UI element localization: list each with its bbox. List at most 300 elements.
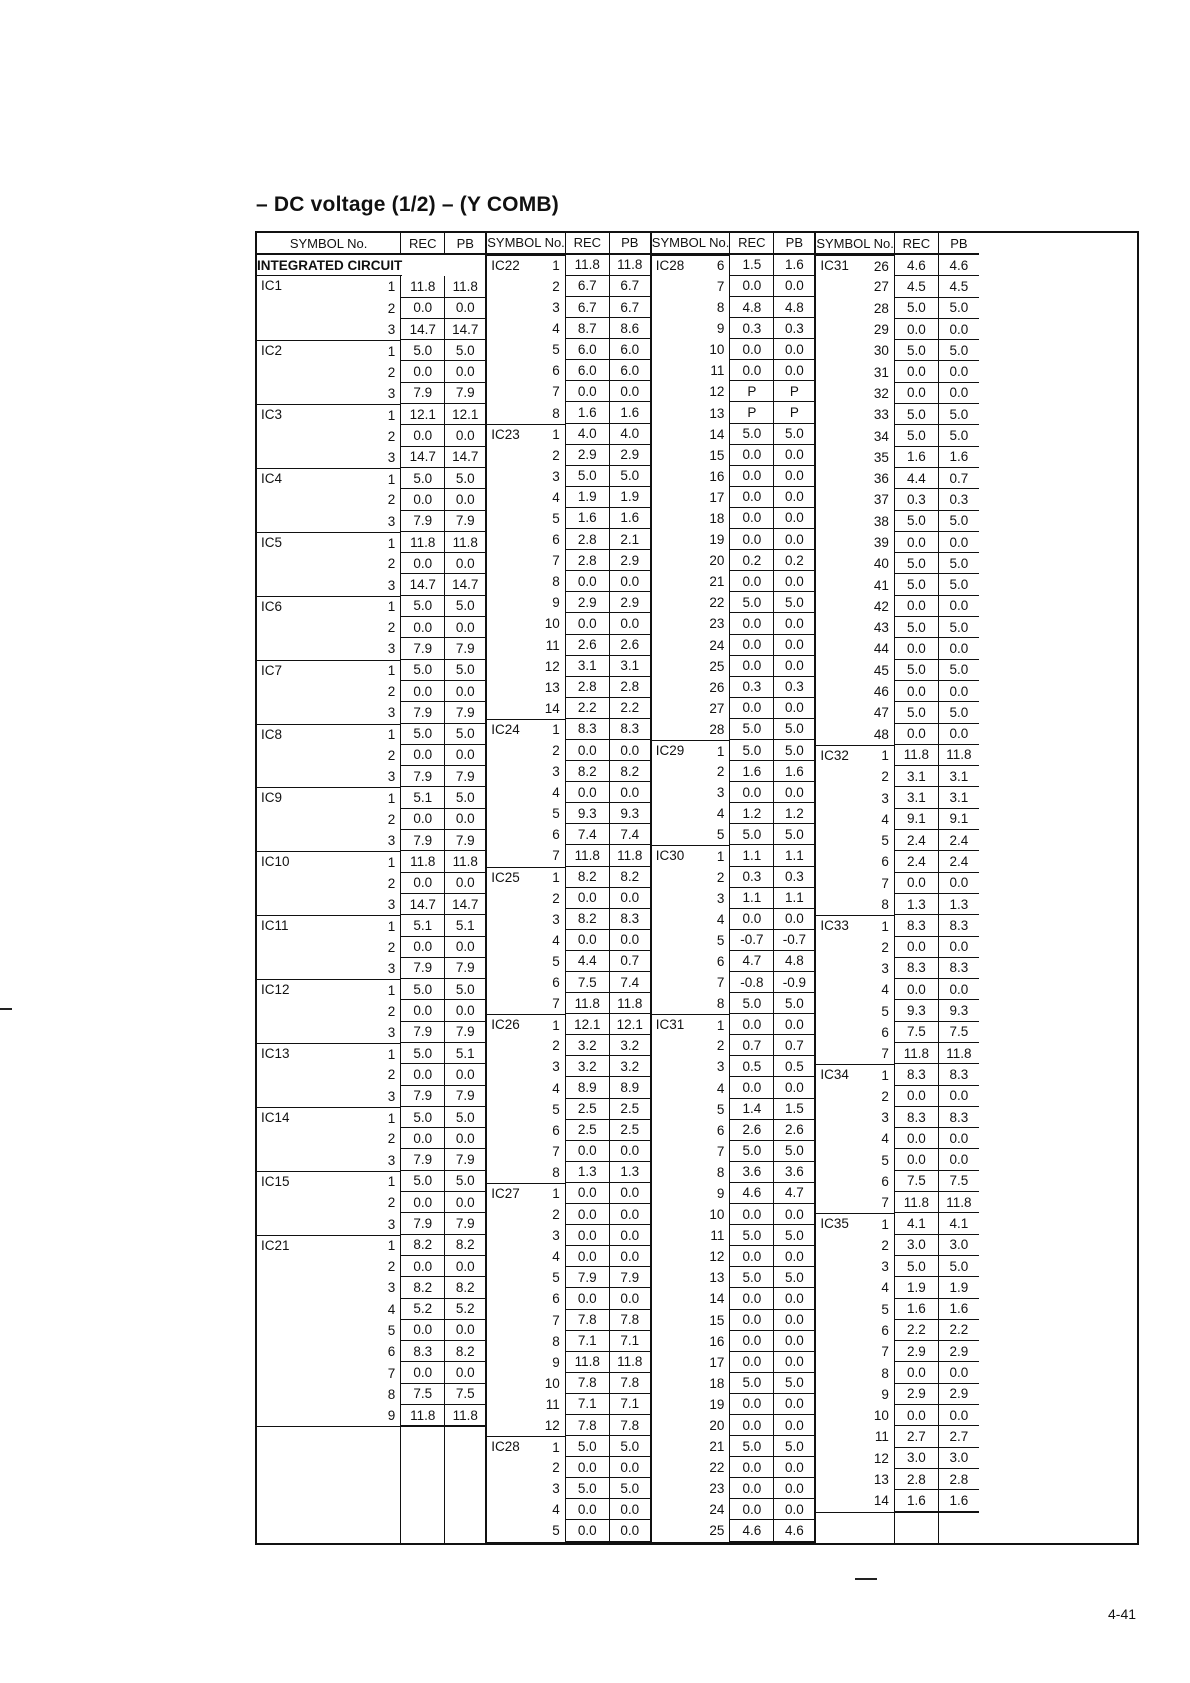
pb-value: 1.5 bbox=[773, 1099, 814, 1120]
pin-number: 8 bbox=[716, 300, 725, 316]
pin-number: 6 bbox=[881, 1024, 889, 1040]
rec-value: 11.8 bbox=[894, 1192, 938, 1213]
pin-number: 21 bbox=[709, 574, 725, 590]
rec-value: 0.5 bbox=[729, 1056, 773, 1077]
pb-value: 7.8 bbox=[609, 1310, 650, 1331]
pin-number: 6 bbox=[881, 1322, 889, 1338]
table-row bbox=[652, 508, 815, 529]
pin-number: 11 bbox=[545, 1396, 560, 1412]
table-row bbox=[487, 339, 650, 360]
table-row bbox=[257, 489, 485, 510]
pb-value: -0.9 bbox=[773, 972, 814, 993]
pb-value: 11.8 bbox=[609, 255, 650, 276]
pb-value: 0.0 bbox=[938, 979, 979, 1000]
rec-value: 5.2 bbox=[400, 1299, 444, 1320]
rec-value: 0.0 bbox=[729, 339, 773, 360]
pb-value: 0.7 bbox=[609, 951, 650, 972]
pb-value: 3.1 bbox=[609, 656, 650, 677]
symbol-cell bbox=[652, 255, 730, 276]
pin-number: 10 bbox=[709, 1207, 725, 1223]
table-row bbox=[816, 404, 979, 425]
symbol-cell bbox=[257, 361, 400, 382]
symbol-cell bbox=[652, 909, 730, 930]
pb-value: 4.8 bbox=[773, 297, 814, 318]
pin-number: 24 bbox=[709, 637, 725, 653]
rec-value: P bbox=[729, 381, 773, 402]
symbol-cell bbox=[487, 635, 565, 656]
pb-value: 5.0 bbox=[444, 1171, 485, 1192]
pb-value: 0.0 bbox=[938, 1128, 979, 1149]
pin-number: 1 bbox=[387, 663, 396, 679]
symbol-cell bbox=[816, 276, 894, 297]
rec-value: 11.8 bbox=[400, 532, 444, 553]
pb-value: 0.0 bbox=[609, 930, 650, 951]
pin-number: 3 bbox=[881, 960, 889, 976]
rec-value: 4.1 bbox=[894, 1213, 938, 1234]
pin-number: 2 bbox=[387, 556, 396, 572]
symbol-cell bbox=[487, 1225, 565, 1246]
pin-number: 6 bbox=[552, 975, 560, 991]
rec-value: 14.7 bbox=[400, 894, 444, 915]
table-row bbox=[487, 824, 650, 845]
pb-value: 7.9 bbox=[444, 1213, 485, 1234]
pin-number: 6 bbox=[552, 532, 560, 548]
table-row bbox=[652, 1373, 815, 1394]
pin-number: 3 bbox=[387, 960, 396, 976]
pin-number: 19 bbox=[709, 532, 725, 548]
pb-value: 0.0 bbox=[938, 638, 979, 659]
rec-value: 7.9 bbox=[400, 1086, 444, 1107]
table-row bbox=[652, 402, 815, 423]
symbol-cell bbox=[652, 1352, 730, 1373]
ic-symbol: IC29 bbox=[655, 742, 685, 758]
rec-value: 0.0 bbox=[894, 1362, 938, 1383]
rec-value: 0.0 bbox=[565, 740, 609, 761]
rec-value: 1.5 bbox=[729, 255, 773, 276]
pin-number: 4 bbox=[716, 806, 725, 822]
pb-value: 0.0 bbox=[938, 1086, 979, 1107]
symbol-cell bbox=[487, 1520, 565, 1541]
rec-value: 9.1 bbox=[894, 809, 938, 830]
rec-value: 0.0 bbox=[894, 532, 938, 553]
table-row bbox=[652, 1035, 815, 1056]
rec-value: 0.0 bbox=[400, 361, 444, 382]
pin-number: 4 bbox=[552, 321, 560, 337]
pb-value: 9.1 bbox=[938, 809, 979, 830]
rec-value: 1.9 bbox=[894, 1277, 938, 1298]
symbol-cell bbox=[816, 1213, 894, 1234]
pb-value: 0.0 bbox=[773, 1077, 814, 1098]
table-row bbox=[652, 255, 815, 276]
table-row bbox=[487, 1162, 650, 1183]
pb-value: 0.5 bbox=[773, 1056, 814, 1077]
table-row bbox=[652, 445, 815, 466]
rec-value: 2.8 bbox=[565, 677, 609, 698]
page-number: 4-41 bbox=[1108, 1606, 1137, 1622]
pb-value: 3.1 bbox=[938, 766, 979, 787]
empty-filler bbox=[257, 1426, 485, 1543]
pb-value: 0.0 bbox=[773, 1288, 814, 1309]
table-row bbox=[816, 255, 979, 276]
ic-symbol: IC4 bbox=[261, 470, 283, 486]
rec-value: 2.7 bbox=[894, 1426, 938, 1447]
rec-value: 7.5 bbox=[565, 972, 609, 993]
rec-value: 0.0 bbox=[894, 361, 938, 382]
symbol-cell bbox=[816, 255, 894, 276]
symbol-cell bbox=[816, 851, 894, 872]
pin-number: 7 bbox=[552, 553, 560, 569]
rec-value: 8.3 bbox=[894, 915, 938, 936]
rec-value: 9.3 bbox=[565, 803, 609, 824]
table-row bbox=[487, 677, 650, 698]
rec-value: 0.0 bbox=[729, 445, 773, 466]
pb-value: 1.9 bbox=[609, 487, 650, 508]
table-row bbox=[257, 596, 485, 617]
dc-voltage-table bbox=[255, 231, 1139, 1545]
symbol-cell bbox=[652, 1183, 730, 1204]
pb-value: 0.0 bbox=[444, 617, 485, 638]
pb-value: 7.8 bbox=[609, 1415, 650, 1436]
table-row bbox=[816, 1405, 979, 1426]
rec-value: 11.8 bbox=[565, 1352, 609, 1373]
symbol-cell bbox=[257, 511, 400, 532]
pin-number: 1 bbox=[716, 1017, 725, 1033]
pb-value: 0.0 bbox=[609, 1183, 650, 1204]
table-row bbox=[257, 660, 485, 681]
column-header-row bbox=[816, 233, 979, 255]
pin-number: 16 bbox=[709, 1333, 725, 1349]
pb-value: 0.0 bbox=[773, 339, 814, 360]
table-row bbox=[257, 638, 485, 659]
rec-value: 0.0 bbox=[729, 613, 773, 634]
pb-value: 1.6 bbox=[938, 1490, 979, 1511]
pb-value: 2.8 bbox=[938, 1469, 979, 1490]
symbol-cell bbox=[487, 276, 565, 297]
table-row bbox=[652, 297, 815, 318]
pin-number: 1 bbox=[387, 343, 396, 359]
table-row bbox=[257, 1149, 485, 1170]
rec-value: 0.0 bbox=[565, 381, 609, 402]
pb-value: 5.0 bbox=[773, 719, 814, 740]
pb-value: 0.0 bbox=[609, 1520, 650, 1541]
pin-number: 21 bbox=[709, 1439, 725, 1455]
table-row bbox=[816, 1299, 979, 1320]
pb-value: 0.0 bbox=[773, 635, 814, 656]
pb-value: 2.5 bbox=[609, 1120, 650, 1141]
table-row bbox=[487, 1310, 650, 1331]
rec-value: 7.9 bbox=[400, 702, 444, 723]
rec-value: 6.0 bbox=[565, 360, 609, 381]
ic-symbol: IC31 bbox=[655, 1017, 685, 1033]
rec-value: 14.7 bbox=[400, 447, 444, 468]
ic-symbol: IC22 bbox=[491, 257, 520, 273]
pb-value: 0.0 bbox=[773, 571, 814, 592]
pb-value: 0.0 bbox=[773, 909, 814, 930]
rec-value: 0.0 bbox=[565, 782, 609, 803]
rec-value: 5.0 bbox=[729, 824, 773, 845]
rec-value: 5.0 bbox=[729, 1225, 773, 1246]
ic-symbol: IC10 bbox=[261, 854, 290, 870]
table-row bbox=[816, 596, 979, 617]
rec-value: 0.3 bbox=[894, 489, 938, 510]
rec-value: 5.0 bbox=[400, 660, 444, 681]
pin-number: 7 bbox=[387, 1365, 396, 1381]
pin-number: 2 bbox=[387, 428, 396, 444]
rec-value: 4.4 bbox=[565, 951, 609, 972]
pin-number: 8 bbox=[552, 1164, 560, 1180]
table-row bbox=[257, 745, 485, 766]
pin-number: 3 bbox=[881, 790, 889, 806]
symbol-cell bbox=[816, 979, 894, 1000]
table-row bbox=[487, 1246, 650, 1267]
table-row bbox=[652, 1310, 815, 1331]
rec-value: 0.0 bbox=[400, 1064, 444, 1085]
symbol-cell bbox=[816, 1405, 894, 1426]
rec-value: 5.0 bbox=[400, 596, 444, 617]
symbol-cell bbox=[487, 1394, 565, 1415]
symbol-cell bbox=[257, 489, 400, 510]
pb-value: 7.9 bbox=[444, 702, 485, 723]
pin-number: 7 bbox=[716, 975, 725, 991]
pb-value: 0.0 bbox=[609, 782, 650, 803]
pin-number: 3 bbox=[552, 300, 560, 316]
pin-number: 32 bbox=[873, 385, 889, 401]
symbol-cell bbox=[652, 1436, 730, 1457]
symbol-cell bbox=[816, 574, 894, 595]
rec-value: 7.9 bbox=[400, 1022, 444, 1043]
rec-value: 5.1 bbox=[400, 915, 444, 936]
pin-number: 6 bbox=[552, 363, 560, 379]
rec-value: 5.0 bbox=[729, 740, 773, 761]
symbol-cell bbox=[816, 787, 894, 808]
rec-value: 1.6 bbox=[894, 1299, 938, 1320]
symbol-cell bbox=[257, 447, 400, 468]
symbol-cell bbox=[487, 1499, 565, 1520]
table-row bbox=[816, 958, 979, 979]
table-row bbox=[652, 1014, 815, 1035]
pin-number: 12 bbox=[709, 384, 725, 400]
rec-value: 7.9 bbox=[400, 638, 444, 659]
rec-value: 2.6 bbox=[729, 1120, 773, 1141]
rec-value: 7.5 bbox=[894, 1171, 938, 1192]
table-row bbox=[487, 909, 650, 930]
table-row bbox=[816, 361, 979, 382]
rec-value: 6.7 bbox=[565, 297, 609, 318]
table-row bbox=[487, 656, 650, 677]
pin-number: 17 bbox=[709, 489, 725, 505]
rec-value: 8.2 bbox=[565, 867, 609, 888]
pb-value: 14.7 bbox=[444, 574, 485, 595]
table-row bbox=[257, 617, 485, 638]
table-row bbox=[487, 761, 650, 782]
rec-value: 3.2 bbox=[565, 1035, 609, 1056]
pin-number: 3 bbox=[881, 1259, 889, 1275]
pin-number: 18 bbox=[709, 510, 725, 526]
pin-number: 26 bbox=[709, 679, 725, 695]
rec-value: 0.0 bbox=[729, 1499, 773, 1520]
pb-value: 6.0 bbox=[609, 339, 650, 360]
pb-value: 0.3 bbox=[938, 489, 979, 510]
table-row bbox=[487, 719, 650, 740]
pin-number: 20 bbox=[709, 1418, 725, 1434]
table-row bbox=[652, 571, 815, 592]
table-row bbox=[487, 1415, 650, 1436]
pin-number: 11 bbox=[710, 1228, 725, 1244]
pb-value: 0.0 bbox=[609, 740, 650, 761]
pin-number: 4 bbox=[716, 911, 725, 927]
rec-value: 0.0 bbox=[565, 571, 609, 592]
rec-value: 3.1 bbox=[565, 656, 609, 677]
pb-value: 5.0 bbox=[444, 340, 485, 361]
pb-value: 5.0 bbox=[773, 1436, 814, 1457]
pb-value: 0.0 bbox=[773, 1014, 814, 1035]
rec-value: 0.0 bbox=[400, 1128, 444, 1149]
pb-value: 5.0 bbox=[444, 596, 485, 617]
rec-value: 5.0 bbox=[894, 425, 938, 446]
ic-symbol: IC6 bbox=[261, 598, 283, 614]
table-row bbox=[816, 1022, 979, 1043]
pb-value: 0.0 bbox=[773, 656, 814, 677]
rec-value: 11.8 bbox=[400, 276, 444, 297]
pin-number: 1 bbox=[552, 258, 560, 274]
pb-value: 0.0 bbox=[444, 425, 485, 446]
rec-value: 7.9 bbox=[400, 830, 444, 851]
table-row bbox=[816, 830, 979, 851]
table-row bbox=[257, 1192, 485, 1213]
symbol-cell bbox=[652, 1120, 730, 1141]
pin-number: 6 bbox=[387, 1344, 396, 1360]
symbol-cell bbox=[816, 1235, 894, 1256]
rec-value: 11.8 bbox=[894, 745, 938, 766]
pin-number: 19 bbox=[709, 1396, 725, 1412]
symbol-cell bbox=[652, 1225, 730, 1246]
symbol-cell bbox=[652, 1499, 730, 1520]
symbol-cell bbox=[652, 1394, 730, 1415]
pin-number: 3 bbox=[552, 1059, 560, 1075]
symbol-cell bbox=[257, 660, 400, 681]
pin-number: 2 bbox=[387, 364, 396, 380]
pin-number: 41 bbox=[873, 577, 889, 593]
symbol-cell bbox=[816, 660, 894, 681]
table-row bbox=[487, 466, 650, 487]
pb-value: P bbox=[773, 381, 814, 402]
pin-number: 13 bbox=[873, 1472, 889, 1488]
symbol-cell bbox=[816, 873, 894, 894]
symbol-cell bbox=[652, 1478, 730, 1499]
pin-number: 3 bbox=[716, 1059, 725, 1075]
rec-value: 11.8 bbox=[400, 851, 444, 872]
pb-value: 8.3 bbox=[609, 909, 650, 930]
symbol-cell bbox=[816, 1107, 894, 1128]
ic-symbol: IC27 bbox=[491, 1185, 520, 1201]
symbol-cell bbox=[257, 1299, 400, 1320]
table-row bbox=[487, 1436, 650, 1457]
pin-number: 6 bbox=[716, 953, 725, 969]
symbol-cell bbox=[257, 979, 400, 1000]
pb-value: 0.0 bbox=[938, 724, 979, 745]
table-row bbox=[652, 529, 815, 550]
pin-number: 35 bbox=[873, 449, 889, 465]
table-row bbox=[652, 1204, 815, 1225]
rec-value: 1.6 bbox=[565, 508, 609, 529]
pin-number: 7 bbox=[716, 278, 725, 294]
pin-number: 8 bbox=[552, 574, 560, 590]
rec-value: 1.9 bbox=[565, 487, 609, 508]
rec-value: 0.0 bbox=[729, 508, 773, 529]
filler-pb bbox=[938, 1513, 979, 1543]
symbol-cell bbox=[652, 1520, 730, 1541]
symbol-cell bbox=[257, 1235, 400, 1256]
pin-number: 1 bbox=[716, 743, 725, 759]
pb-value: 0.0 bbox=[938, 1362, 979, 1383]
table-row bbox=[257, 1043, 485, 1064]
rec-value: 0.0 bbox=[565, 1141, 609, 1162]
rec-value: 0.0 bbox=[400, 425, 444, 446]
symbol-cell bbox=[257, 532, 400, 553]
table-row bbox=[652, 761, 815, 782]
pin-number: 15 bbox=[709, 447, 725, 463]
pin-number: 12 bbox=[709, 1249, 725, 1265]
table-row bbox=[257, 894, 485, 915]
pin-number: 3 bbox=[387, 385, 396, 401]
symbol-cell bbox=[652, 1077, 730, 1098]
symbol-cell bbox=[816, 745, 894, 766]
symbol-cell bbox=[487, 930, 565, 951]
symbol-cell bbox=[487, 1162, 565, 1183]
pb-value: 2.6 bbox=[773, 1120, 814, 1141]
pin-number: 2 bbox=[387, 811, 396, 827]
filler-symbol bbox=[816, 1513, 894, 1543]
rec-value: 7.4 bbox=[565, 824, 609, 845]
symbol-cell bbox=[816, 383, 894, 404]
symbol-cell bbox=[487, 888, 565, 909]
table-row bbox=[652, 930, 815, 951]
pb-value: 1.6 bbox=[609, 508, 650, 529]
pin-number: 5 bbox=[881, 1152, 889, 1168]
pb-value: 0.0 bbox=[444, 745, 485, 766]
pb-value: 0.0 bbox=[609, 1499, 650, 1520]
pin-number: 23 bbox=[709, 1481, 725, 1497]
symbol-cell bbox=[652, 339, 730, 360]
rec-value: 3.1 bbox=[894, 787, 938, 808]
pin-number: 5 bbox=[552, 1523, 560, 1539]
table-row bbox=[257, 1341, 485, 1362]
ic-symbol: IC2 bbox=[261, 343, 283, 359]
table-row bbox=[652, 1457, 815, 1478]
table-row bbox=[257, 1277, 485, 1298]
pb-value: 8.6 bbox=[609, 318, 650, 339]
table-row bbox=[487, 1225, 650, 1246]
pb-value: 2.9 bbox=[609, 592, 650, 613]
table-row bbox=[487, 297, 650, 318]
table-row bbox=[257, 1256, 485, 1277]
table-row bbox=[487, 255, 650, 276]
table-row bbox=[652, 867, 815, 888]
pb-value: 7.4 bbox=[609, 972, 650, 993]
rec-value: 0.0 bbox=[729, 909, 773, 930]
rec-value: 0.0 bbox=[400, 617, 444, 638]
pin-number: 31 bbox=[873, 364, 889, 380]
symbol-cell bbox=[257, 873, 400, 894]
rec-value: -0.7 bbox=[729, 930, 773, 951]
rec-value: 1.3 bbox=[894, 894, 938, 915]
pin-number: 11 bbox=[545, 637, 560, 653]
rec-value: 4.6 bbox=[894, 255, 938, 276]
symbol-cell bbox=[816, 1086, 894, 1107]
rec-value: 5.0 bbox=[894, 702, 938, 723]
pin-number: 3 bbox=[387, 577, 396, 593]
pb-value: 8.2 bbox=[609, 761, 650, 782]
